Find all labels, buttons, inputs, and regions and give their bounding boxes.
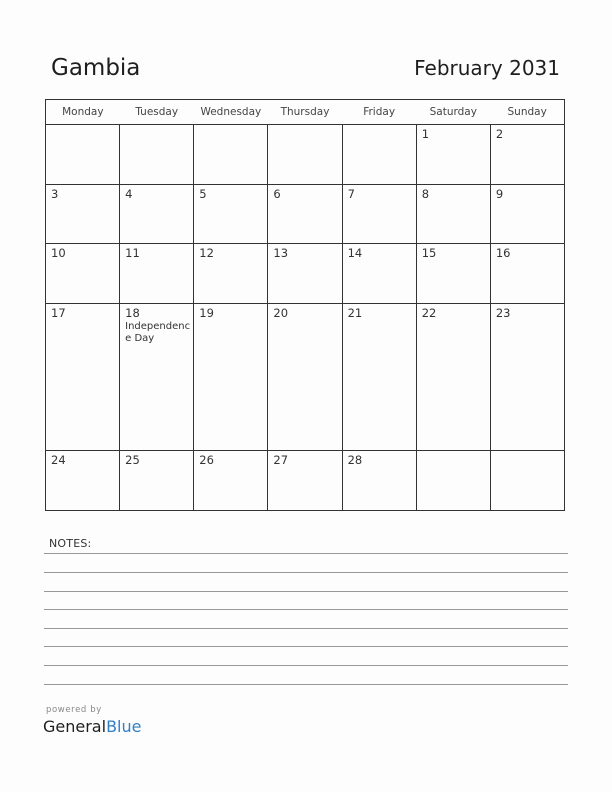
day-number: 8 xyxy=(421,186,430,201)
day-cell xyxy=(194,244,268,304)
day-number: 4 xyxy=(125,186,133,201)
day-cell xyxy=(342,125,416,185)
notes-line xyxy=(44,591,568,592)
day-cell xyxy=(342,184,416,244)
day-number: 14 xyxy=(347,246,363,261)
day-cell xyxy=(490,125,564,185)
day-cell xyxy=(120,451,194,511)
day-number: 28 xyxy=(347,453,363,468)
day-number: 5 xyxy=(199,186,207,201)
day-number: 7 xyxy=(347,186,355,201)
day-number: 13 xyxy=(273,246,289,261)
day-cell xyxy=(194,451,268,511)
notes-line xyxy=(44,684,568,685)
day-number: 3 xyxy=(51,186,59,201)
day-cell xyxy=(268,451,342,511)
day-cell xyxy=(268,184,342,244)
week-row xyxy=(46,184,565,244)
calendar-grid xyxy=(45,99,565,511)
day-cell xyxy=(490,303,564,450)
day-cell xyxy=(46,125,120,185)
day-number: 16 xyxy=(495,246,511,261)
day-cell xyxy=(268,244,342,304)
day-number: 12 xyxy=(199,246,214,261)
notes-line xyxy=(44,572,568,573)
notes-line xyxy=(44,646,568,647)
weekday-header: Thursday xyxy=(268,100,342,125)
day-number: 6 xyxy=(273,186,281,201)
day-cell xyxy=(268,125,342,185)
day-number: 21 xyxy=(347,305,363,320)
weekday-header: Friday xyxy=(342,100,416,125)
day-number: 10 xyxy=(51,246,66,261)
weekday-header: Tuesday xyxy=(120,100,194,125)
country-title: Gambia xyxy=(51,55,141,81)
day-cell xyxy=(46,184,120,244)
weekday-header: Monday xyxy=(46,100,120,125)
brand-general: General xyxy=(43,717,107,736)
day-cell xyxy=(120,303,194,450)
notes-line xyxy=(44,665,568,666)
weekday-header: Saturday xyxy=(416,100,490,125)
day-number: 20 xyxy=(273,305,289,320)
month-year-title: February 2031 xyxy=(414,56,560,80)
day-number: 27 xyxy=(273,453,289,468)
day-number: 1 xyxy=(421,127,430,141)
day-number: 17 xyxy=(51,305,66,320)
day-number: 9 xyxy=(495,186,504,201)
powered-by-text: powered by xyxy=(46,705,102,715)
day-number: 22 xyxy=(421,305,437,320)
day-cell xyxy=(194,125,268,185)
day-number: 18 xyxy=(125,305,140,320)
day-number: 26 xyxy=(199,453,214,468)
day-cell xyxy=(46,451,120,511)
day-cell xyxy=(120,125,194,185)
day-cell xyxy=(490,244,564,304)
week-row xyxy=(46,303,565,450)
day-number: 2 xyxy=(495,127,504,141)
day-cell xyxy=(120,244,194,304)
day-cell xyxy=(416,125,490,185)
day-cell xyxy=(46,303,120,450)
week-row xyxy=(46,244,565,304)
brand-logo xyxy=(43,717,141,736)
day-number: 24 xyxy=(51,453,66,468)
weekday-header: Wednesday xyxy=(194,100,268,125)
day-cell xyxy=(490,451,564,511)
day-number: 15 xyxy=(421,246,437,261)
day-cell xyxy=(194,184,268,244)
holiday-label: Independence Day xyxy=(125,320,191,344)
day-cell xyxy=(342,451,416,511)
day-cell xyxy=(490,184,564,244)
day-number: 23 xyxy=(495,305,511,320)
weekday-header: Sunday xyxy=(490,100,564,125)
day-number: 25 xyxy=(125,453,140,468)
notes-label: NOTES: xyxy=(49,537,92,550)
day-cell xyxy=(46,244,120,304)
day-cell xyxy=(268,303,342,450)
day-cell xyxy=(416,303,490,450)
notes-line xyxy=(44,628,568,629)
day-cell xyxy=(120,184,194,244)
day-cell xyxy=(416,451,490,511)
day-cell xyxy=(416,244,490,304)
weekday-header-row xyxy=(46,100,565,125)
day-cell xyxy=(342,303,416,450)
brand-blue: Blue xyxy=(106,717,142,736)
week-row xyxy=(46,451,565,511)
notes-line xyxy=(44,553,568,554)
notes-line xyxy=(44,609,568,610)
week-row xyxy=(46,125,565,185)
day-number: 19 xyxy=(199,305,214,320)
day-cell xyxy=(342,244,416,304)
day-cell xyxy=(416,184,490,244)
day-cell xyxy=(194,303,268,450)
day-number: 11 xyxy=(125,246,140,261)
